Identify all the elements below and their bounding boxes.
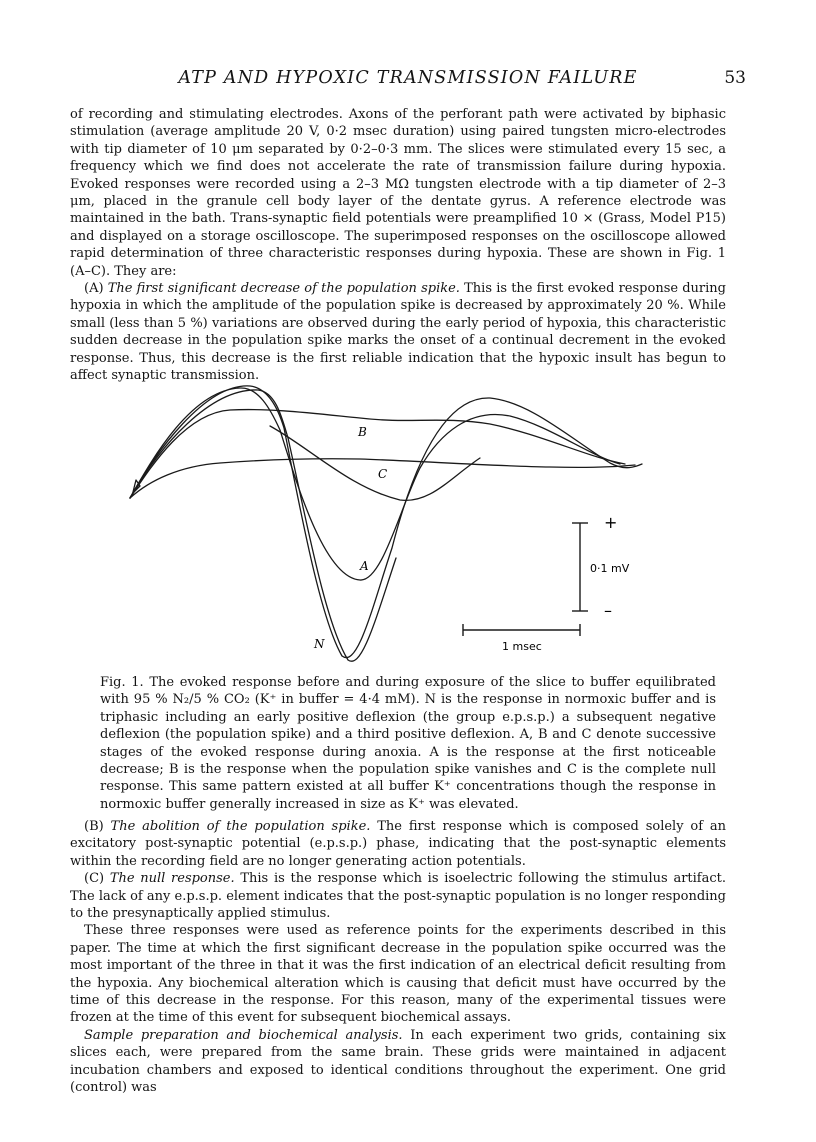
trace-A [130,388,620,580]
trace-N-secondary [130,390,396,661]
paragraph-methods: of recording and stimulating electrodes. Axons of the perforant path were activated by biphasic stimulation (average amplitude 20 V, 0·2 msec duration) using paired tungsten micro-electrodes with tip diameter of 10 μm separated by 0·2–0·3 mm. The slices were stimulated every 15 sec, a frequency which we find does not accelerate the rate of transmission failure during hypoxia. Evoked responses were recorded using a 2–3 MΩ tungsten electrode with a tip diameter of 2–3 μm, placed in the granule cell body layer of the dentate gyrus. A reference electrode was maintained in the bath. Trans-synaptic field potentials were preamplified 10 × (Grass, Model P15) and displayed on a storage oscilloscope. The superimposed responses on the oscilloscope allowed rapid determination of three characteristic responses during hypoxia. These are shown in Fig. 1 (A–C). They are: [70,107,726,279]
response-a-text: This is the first evoked response during hypoxia in which the amplitude of the population spike is decreased by approximately 20 %. While small (less than 5 %) variations are observed during the early period of hypoxia, this characteristic sudden decrease in the population spike marks the onset of a continual decrement in the evoked response. Thus, this decrease is the first reliable indication that the hypoxic insult has begun to affect synaptic transmission. [70,281,726,384]
voltage-scale-bar [572,523,588,611]
figure-caption [100,674,716,813]
time-scale-bar [463,624,580,636]
voltage-scale-label: 0·1 mV [590,562,630,575]
label-A: A [360,559,369,573]
response-b-text: The first response which is composed solely of an excitatory post-synaptic potential (e.p.s.p.) phase, indicating that the post-synaptic elements within the recording field are no longer generating action potentials. [70,819,726,869]
paragraph-response-b [70,818,726,870]
paragraph-response-c [70,870,726,922]
evoked-response-traces [110,368,670,668]
polarity-plus: + [604,513,618,532]
running-header [70,68,746,98]
figure-1 [110,368,670,668]
page-number: 53 [724,68,746,88]
sample-preparation-text: In each experiment two grids, containing six slices each, were prepared from the same brain. These grids were maintained in adjacent incubation chambers and exposed to identical conditions throughout the experiment. One grid (control) was [70,1027,726,1096]
response-b-title: The abolition of the population spike. [110,819,371,834]
sample-preparation-title: Sample preparation and biochemical analysis. [84,1027,403,1043]
response-c-label: (C) [84,871,110,887]
label-B: B [358,425,367,439]
running-head-title: ATP AND HYPOXIC TRANSMISSION FAILURE [178,68,638,88]
response-a-label: (A) [84,281,108,297]
response-c-title: The null response. [109,871,235,887]
polarity-minus: – [604,601,612,620]
methods-text-top [70,106,726,385]
paragraph-reference-points: These three responses were used as reference points for the experiments described in this paper. The time at which the first significant decrease in the population spike occurred was the most important of the three in that it was the first indication of an electrical deficit resulting from the hypoxia. Any biochemical alteration which is causing that deficit must have occurred by the time of this decrease in the response. For this reason, many of the experimental tissues were frozen at the time of this event for subsequent biochemical assays. [70,923,726,1026]
caption-text: Fig. 1. The evoked response before and during exposure of the slice to buffer equilibrated with 95 % N₂/5 % CO₂ (K⁺ in buffer = 4·4 mM). N is the response in normoxic buffer and is triphasic including an early positive deflexion (the group e.p.s.p.) a subsequent negative deflexion (the population spike) and a third positive deflexion. A, B and C denote successive stages of the evoked response during anoxia. A is the response at the first noticeable decrease; B is the response when the population spike vanishes and C is the complete null response. This same pattern existed at all buffer K⁺ concentrations though the response in normoxic buffer generally increased in size as K⁺ was elevated. [100,675,716,812]
response-c-text: This is the response which is isoelectric following the stimulus artifact. The lack of any e.p.s.p. element indicates that the post-synaptic population is no longer responding to the presynaptically applied stimulus. [70,871,726,922]
paragraph-sample-preparation [70,1027,726,1097]
time-scale-label: 1 msec [502,640,542,653]
label-C: C [378,467,388,481]
trace-N [130,386,642,658]
response-b-label: (B) [84,819,111,834]
methods-text-bottom [70,818,726,1097]
response-a-title: The first significant decrease of the population spike. [107,281,460,297]
label-N: N [314,637,325,651]
